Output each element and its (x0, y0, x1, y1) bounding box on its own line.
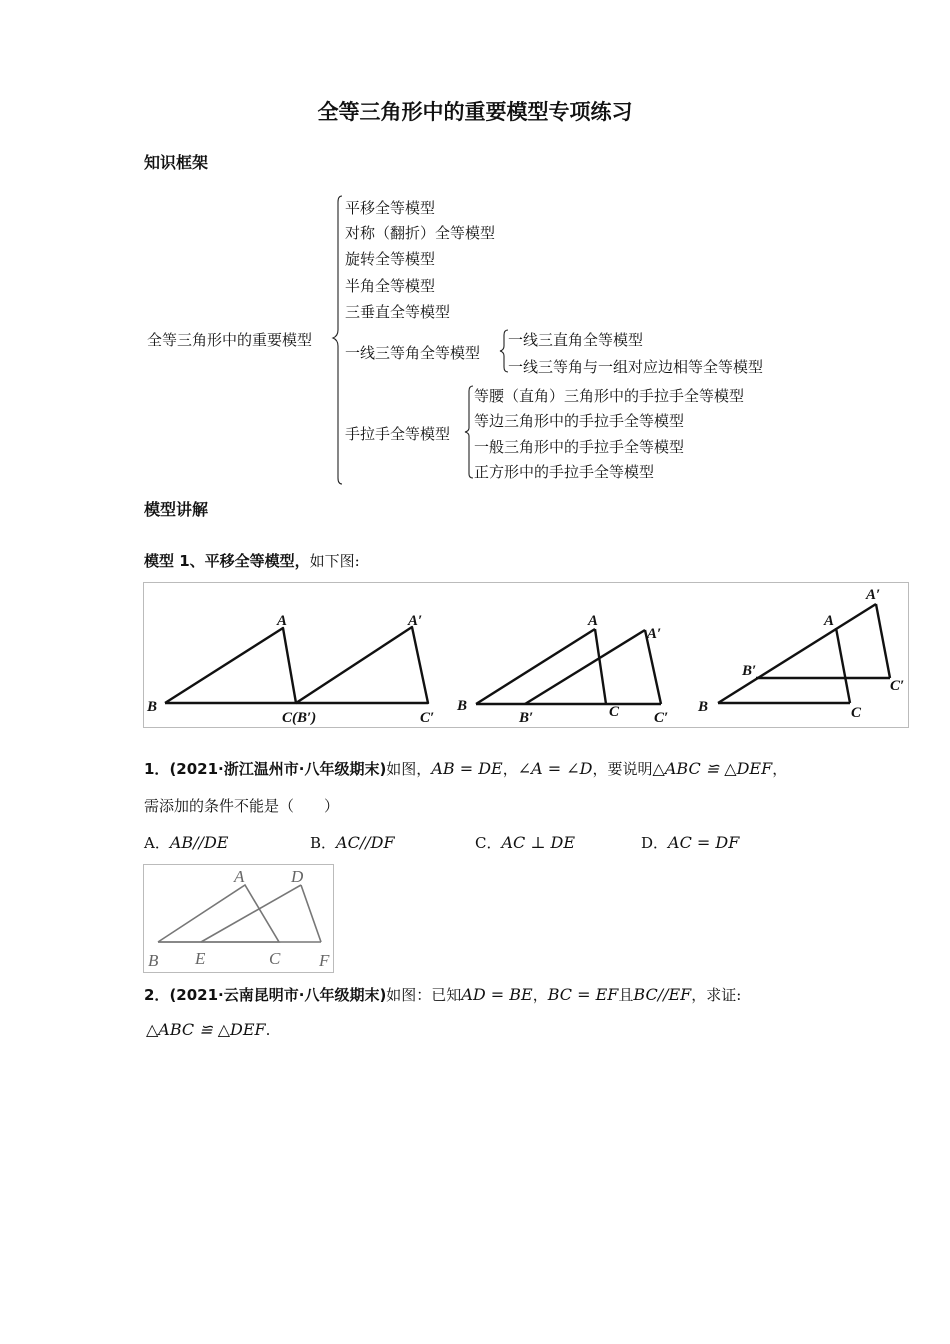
tree-branch1-child: 一线三直角全等模型 (508, 331, 644, 349)
section-heading-framework: 知识框架 (144, 153, 209, 172)
option-label: C． (475, 834, 502, 852)
fig-b-label-bp: B′ (519, 710, 534, 726)
fig-c-side-ac (836, 628, 850, 703)
fig-a-label-ap: A′ (408, 613, 423, 629)
tree-item-three-perpendicular: 三垂直全等模型 (345, 303, 451, 321)
question-2-text: ，求证: (691, 986, 742, 1004)
fig-a-triangle-apbpcp (296, 627, 428, 703)
tree-branch2-label: 手拉手全等模型 (345, 425, 451, 443)
section-heading-model-explain: 模型讲解 (144, 500, 209, 519)
question-2-text: . (265, 1021, 271, 1039)
fig-a-label-cp: C′ (420, 710, 435, 726)
question-2-math: BC//EF (633, 985, 692, 1004)
question-2-line2 (146, 1020, 270, 1039)
fig-b-side-ac (595, 629, 606, 704)
fig-c-label-ap: A′ (866, 587, 881, 603)
option-math: AC = DF (668, 833, 740, 852)
question-2-text: 且 (618, 986, 634, 1004)
tree-item-symmetry: 对称（翻折）全等模型 (345, 224, 496, 242)
option-label: B． (310, 834, 337, 852)
q1-label-f: F (319, 951, 330, 970)
tree-branch1-child: 一线三等角与一组对应边相等全等模型 (508, 358, 764, 376)
question-1-text: ，要说明 (592, 760, 653, 778)
tree-branch1-label: 一线三等角全等模型 (345, 344, 481, 362)
question-1-option-c[interactable] (475, 832, 575, 853)
tree-item-translation: 平移全等模型 (345, 199, 436, 217)
fig-a-label-a: A (277, 613, 288, 629)
fig-c-label-a: A (824, 613, 835, 629)
fig-a-triangle-abc (165, 628, 296, 703)
fig-b-label-ap: A′ (647, 626, 662, 642)
question-1-text: 如图， (386, 760, 432, 778)
q1-side-df (301, 885, 321, 942)
fig-c-label-cp: C′ (890, 678, 905, 694)
fig-b-side-bpap (525, 630, 645, 704)
question-2-number: 2． (144, 986, 170, 1004)
fig-b-label-c: C (609, 704, 620, 720)
option-math: AB//DE (169, 833, 229, 852)
question-1-line2: 需添加的条件不能是（ ） (144, 797, 340, 815)
question-2-source: (2021·云南昆明市·八年级期末) (169, 986, 387, 1004)
option-label: A． (144, 834, 170, 852)
question-2-math: AD = BE (461, 985, 533, 1004)
fig-b-label-b: B (457, 698, 468, 714)
question-1-option-a[interactable] (144, 832, 228, 853)
option-label: D． (641, 834, 669, 852)
tree-item-half-angle: 半角全等模型 (345, 277, 436, 295)
main-brace (333, 196, 342, 484)
page-title: 全等三角形中的重要模型专项练习 (317, 100, 633, 124)
model1-caption (144, 550, 360, 571)
question-1-text: ， (502, 760, 518, 778)
fig-a-label-b: B (147, 699, 158, 715)
q1-label-b: B (148, 951, 159, 970)
model1-figure (143, 582, 909, 728)
q1-label-c: C (269, 949, 281, 968)
question-1-figure (143, 864, 334, 973)
tree-branch2-child: 一般三角形中的手拉手全等模型 (474, 438, 685, 456)
tree-branch2-child: 等腰（直角）三角形中的手拉手全等模型 (474, 387, 745, 405)
question-2-math: △ABC ≌ △DEF (146, 1020, 266, 1039)
question-2-math: BC = EF (547, 985, 619, 1004)
question-1-stem (144, 758, 787, 779)
model1-title: 模型 1、平移全等模型， (144, 552, 310, 570)
tree-root: 全等三角形中的重要模型 (147, 331, 313, 349)
fig-c-label-bp: B′ (742, 663, 757, 679)
option-math: AC ⊥ DE (501, 833, 576, 852)
question-1-math: AB = DE (431, 759, 503, 778)
question-1-source: (2021·浙江温州市·八年级期末) (169, 760, 387, 778)
q1-label-e: E (195, 949, 206, 968)
fig-c-side-apcp (876, 604, 890, 678)
question-1-number: 1． (144, 760, 170, 778)
fig-a-label-cbp: C(B′) (282, 710, 317, 726)
question-2-text: ， (532, 986, 548, 1004)
question-2-stem (144, 984, 741, 1005)
fig-c-label-b: B (698, 699, 709, 715)
model1-rest: 如下图: (309, 552, 360, 570)
question-1-option-d[interactable] (641, 832, 739, 853)
question-1-math: △ABC ≌ △DEF (652, 759, 773, 778)
q1-label-d: D (291, 867, 304, 886)
question-1-math: ∠A = ∠D (517, 759, 593, 778)
fig-c-label-c: C (851, 705, 862, 721)
question-2-text: 如图：已知 (386, 986, 462, 1004)
fig-b-label-a: A (588, 613, 599, 629)
question-1-text: ， (772, 760, 788, 778)
tree-branch2-child: 正方形中的手拉手全等模型 (474, 463, 655, 481)
option-math: AC//DF (336, 833, 395, 852)
q1-label-a: A (234, 867, 245, 886)
branch2-brace (465, 386, 473, 478)
question-1-option-b[interactable] (310, 832, 395, 853)
fig-b-side-ba (476, 629, 595, 704)
q1-triangle-abc (158, 885, 279, 942)
tree-branch2-child: 等边三角形中的手拉手全等模型 (474, 412, 685, 430)
tree-item-rotation: 旋转全等模型 (345, 250, 436, 268)
branch1-brace (500, 330, 508, 372)
fig-c-side-bap (718, 604, 876, 703)
fig-b-label-cp: C′ (654, 710, 669, 726)
